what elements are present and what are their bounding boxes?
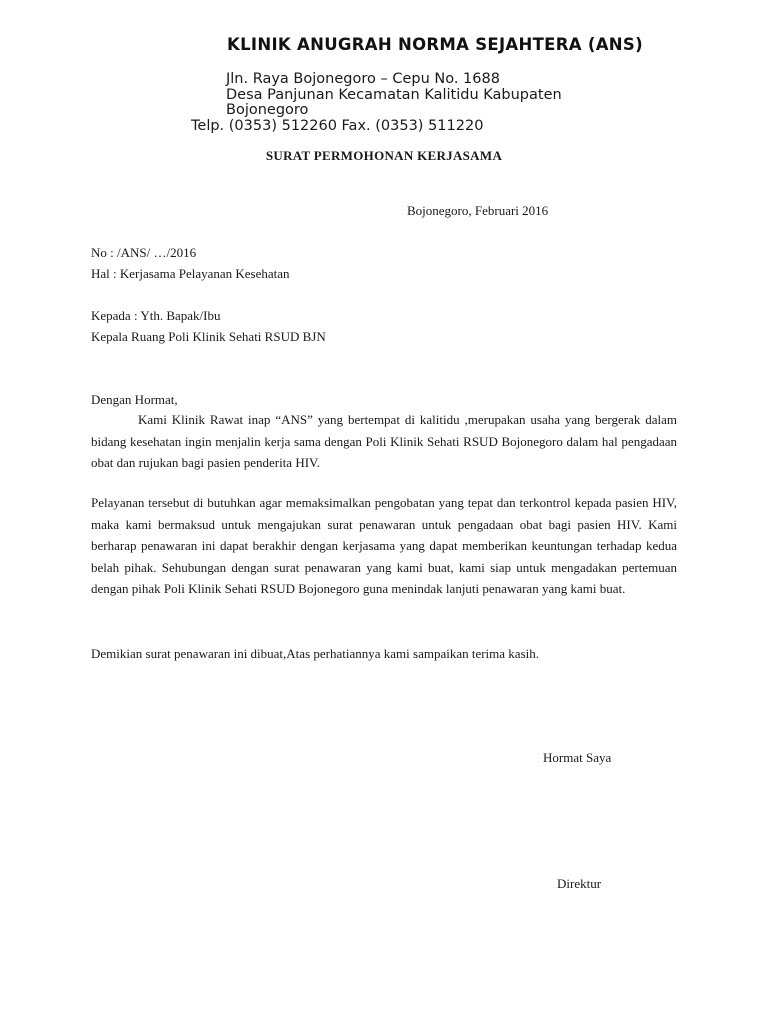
body-paragraph-2: Pelayanan tersebut di butuhkan agar memaksimalkan pengobatan yang tepat dan terkontrol kepada pasien HIV, maka kami bermaksud untuk mengajukan surat penawaran untuk pengadaan obat bagi pasien HIV. Kami berharap penawaran ini dapat berakhir dengan kerjasama yang dapat memberikan keuntungan terhadap kedua belah pihak. Sehubungan dengan surat penawaran yang kami buat, kami siap untuk mengadakan pertemuan dengan pihak Poli Klinik Sehati RSUD Bojonegoro guna menindak lanjuti penawaran yang kami buat.: [91, 495, 677, 596]
contact-line: Telp. (0353) 512260 Fax. (0353) 511220: [191, 118, 484, 134]
body-paragraph-1: Kami Klinik Rawat inap “ANS” yang bertempat di kalitidu ,merupakan usaha yang bergerak dalam bidang kesehatan ingin menjalin kerja sama dengan Poli Klinik Sehati RSUD Bojonegoro dalam hal pengadaan obat dan rujukan bagi pasien penderita HIV.: [91, 412, 677, 470]
address-line-3: Bojonegoro: [226, 102, 309, 118]
letter-title: SURAT PERMOHONAN KERJASAMA: [265, 148, 503, 163]
letter-subject: Hal : Kerjasama Pelayanan Kesehatan: [91, 266, 290, 281]
letter-number: No : /ANS/ …/2016: [91, 245, 197, 260]
recipient-line-1: Kepada : Yth. Bapak/Ibu: [91, 308, 221, 323]
recipient-line-2: Kepala Ruang Poli Klinik Sehati RSUD BJN: [91, 329, 326, 344]
regards: Hormat Saya: [543, 750, 612, 765]
closing-sentence: Demikian surat penawaran ini dibuat,Atas perhatiannya kami sampaikan terima kasih.: [91, 646, 539, 661]
place-date: Bojonegoro, Februari 2016: [407, 203, 549, 218]
salutation: Dengan Hormat,: [91, 392, 178, 407]
clinic-name: KLINIK ANUGRAH NORMA SEJAHTERA (ANS): [227, 35, 643, 54]
signatory-position: Direktur: [557, 876, 602, 891]
address-line-1: Jln. Raya Bojonegoro – Cepu No. 1688: [226, 71, 500, 87]
address-line-2: Desa Panjunan Kecamatan Kalitidu Kabupaten: [226, 87, 562, 103]
